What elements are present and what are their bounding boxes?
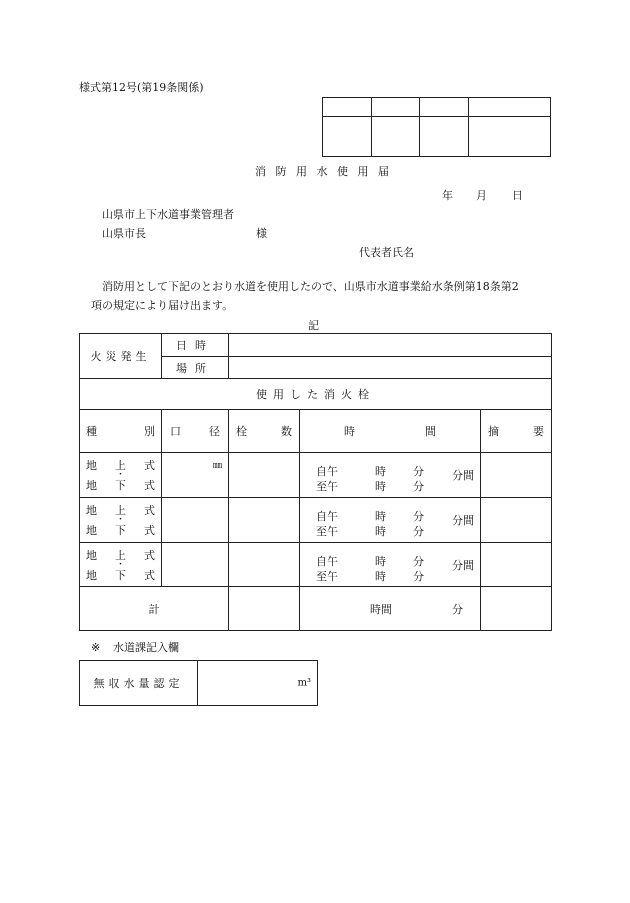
hour-label: 時 — [375, 570, 386, 583]
minute-label: 分 — [413, 570, 424, 583]
type-above-a: 地 — [86, 548, 97, 562]
ki-heading: 記 — [308, 319, 319, 332]
stamp-cell[interactable] — [323, 117, 372, 157]
table-row — [80, 453, 552, 498]
type-below-a: 地 — [86, 568, 97, 582]
representative-label: 代表者氏名 — [359, 246, 414, 259]
water-amount-label: 無収水量認定 — [80, 661, 198, 706]
type-below-c: 式 — [144, 568, 155, 582]
total-label: 計 — [80, 587, 229, 631]
column-header-diameter-a: 口 — [170, 425, 181, 438]
column-header-time-a: 時 — [344, 425, 355, 438]
column-header-type — [80, 410, 162, 453]
column-header-remarks — [481, 410, 552, 453]
total-remarks-field[interactable] — [481, 587, 552, 631]
fire-datetime-label: 日時 — [162, 334, 229, 357]
hour-label: 時 — [375, 510, 386, 523]
water-amount-table — [79, 660, 318, 706]
type-below-b: 下 — [115, 524, 126, 537]
minutes-total-label: 分間 — [452, 514, 474, 527]
total-minutes-label: 分 — [452, 602, 463, 616]
type-below-c: 式 — [144, 479, 155, 492]
column-header-time — [300, 410, 481, 453]
minute-label: 分 — [413, 480, 424, 493]
minute-label: 分 — [413, 525, 424, 538]
total-row — [80, 587, 552, 631]
time-from-label: 自午 — [316, 510, 338, 523]
minutes-total-label: 分間 — [452, 469, 474, 482]
fire-place-label: 場所 — [162, 357, 229, 379]
type-above-b: 上 — [115, 459, 126, 472]
stamp-cell[interactable] — [371, 117, 420, 157]
time-field[interactable] — [300, 543, 481, 587]
type-separator-dot: ・ — [115, 470, 125, 480]
time-to-label: 至午 — [316, 480, 338, 493]
date-month-label: 月 — [476, 189, 487, 202]
addressee-honorific: 様 — [256, 227, 267, 240]
type-above-a: 地 — [86, 504, 97, 517]
hour-label: 時 — [375, 480, 386, 493]
minute-label: 分 — [413, 555, 424, 568]
unit-cubic-meter-label: m³ — [297, 677, 311, 689]
column-header-count — [229, 410, 300, 453]
hour-label: 時 — [375, 555, 386, 568]
note-text: 水道課記入欄 — [113, 641, 179, 654]
time-field[interactable] — [300, 453, 481, 498]
column-header-type-b: 別 — [144, 425, 155, 438]
column-header-count-a: 栓 — [236, 425, 247, 438]
type-above-b: 上 — [115, 504, 126, 517]
addressee-line2: 山県市長 — [102, 227, 146, 240]
diameter-field[interactable] — [162, 543, 229, 587]
type-above-c: 式 — [144, 504, 155, 517]
column-header-diameter — [162, 410, 229, 453]
document-title: 消 防 用 水 使 用 届 — [255, 165, 392, 178]
time-from-label: 自午 — [316, 555, 338, 568]
hydrant-usage-table — [79, 333, 552, 631]
addressee-line1: 山県市上下水道事業管理者 — [102, 208, 234, 221]
total-hours-label: 時間 — [370, 602, 392, 616]
remarks-field[interactable] — [481, 453, 552, 498]
unit-mm-label: ㎜ — [212, 461, 222, 471]
type-below-b: 下 — [115, 479, 126, 492]
stamp-cell[interactable] — [420, 117, 469, 157]
stamp-header-cell — [469, 98, 551, 117]
type-below-a: 地 — [86, 524, 97, 537]
diameter-field[interactable] — [162, 453, 229, 498]
time-to-label: 至午 — [316, 525, 338, 538]
body-text-line2: 項の規定により届け出ます。 — [91, 299, 234, 312]
stamp-header-cell — [371, 98, 420, 117]
date-day-label: 日 — [512, 189, 523, 202]
table-row — [80, 543, 552, 587]
fire-datetime-field[interactable] — [229, 334, 552, 357]
remarks-field[interactable] — [481, 498, 552, 543]
count-field[interactable] — [229, 453, 300, 498]
total-count-field[interactable] — [229, 587, 300, 631]
type-above-a: 地 — [86, 459, 97, 472]
hydrant-section-title: 使用した消火栓 — [80, 379, 552, 410]
type-selector[interactable] — [80, 453, 162, 498]
type-below-a: 地 — [86, 479, 97, 492]
minute-label: 分 — [413, 510, 424, 523]
column-header-remarks-b: 要 — [533, 425, 545, 438]
fire-place-field[interactable] — [229, 357, 552, 379]
type-selector[interactable] — [80, 498, 162, 543]
water-amount-field[interactable] — [198, 661, 318, 706]
type-selector[interactable] — [80, 543, 162, 587]
type-above-c: 式 — [144, 548, 155, 562]
time-to-label: 至午 — [316, 570, 338, 583]
type-separator-dot: ・ — [115, 515, 125, 525]
table-row — [80, 498, 552, 543]
approval-stamp-box — [322, 97, 551, 157]
column-header-count-b: 数 — [281, 425, 292, 438]
type-above-c: 式 — [144, 459, 155, 472]
total-time-field[interactable] — [300, 587, 481, 631]
stamp-header-cell — [323, 98, 372, 117]
remarks-field[interactable] — [481, 543, 552, 587]
fire-occurrence-label: 火災発生 — [80, 334, 162, 379]
minute-label: 分 — [413, 465, 424, 478]
diameter-field[interactable] — [162, 498, 229, 543]
type-above-b: 上 — [115, 548, 126, 562]
time-field[interactable] — [300, 498, 481, 543]
body-text-line1: 消防用として下記のとおり水道を使用したので、山県市水道事業給水条例第18条第2 — [102, 280, 519, 293]
form-number: 様式第12号(第19条関係) — [79, 81, 204, 94]
stamp-cell[interactable] — [469, 117, 551, 157]
hour-label: 時 — [375, 465, 386, 478]
date-year-label: 年 — [442, 189, 453, 202]
note-mark: ※ — [91, 641, 101, 654]
minutes-total-label: 分間 — [452, 558, 474, 572]
column-header-remarks-a: 摘 — [488, 425, 499, 438]
type-below-c: 式 — [144, 524, 155, 537]
column-header-diameter-b: 径 — [209, 425, 220, 438]
column-header-type-a: 種 — [86, 425, 97, 438]
count-field[interactable] — [229, 498, 300, 543]
stamp-header-cell — [420, 98, 469, 117]
hour-label: 時 — [375, 525, 386, 538]
count-field[interactable] — [229, 543, 300, 587]
column-header-time-b: 間 — [425, 425, 436, 438]
type-below-b: 下 — [115, 568, 126, 582]
type-separator-dot: ・ — [115, 559, 125, 570]
time-from-label: 自午 — [316, 465, 338, 478]
